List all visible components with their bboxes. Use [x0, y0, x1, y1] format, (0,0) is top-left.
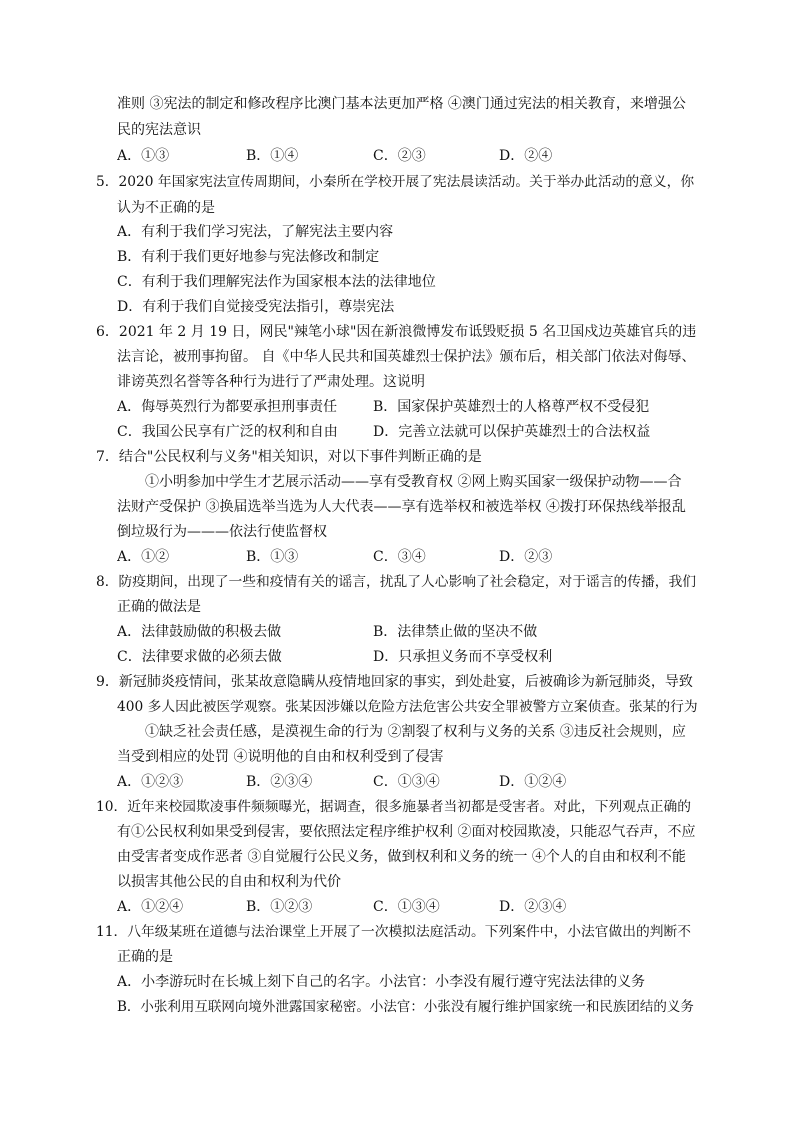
q4-line-2: 民的宪法意识: [117, 122, 201, 138]
q5-option-b: B．有利于我们更好地参与宪法修改和制定: [117, 249, 380, 265]
q4-option-a: A．①③: [117, 148, 170, 164]
q4-option-b: B．①④: [246, 148, 299, 164]
q9-option-c: C．①③④: [373, 774, 440, 790]
q6-option-a: A．侮辱英烈行为都要承担刑事责任: [117, 399, 338, 415]
q10-option-b: B．①②③: [246, 899, 313, 915]
q6-line-1: 6．2021 年 2 月 19 日，网民"辣笔小球"因在新浪微博发布诋毁贬损 5 名卫国戍边英雄官兵的违: [96, 324, 697, 340]
q4-options: [117, 144, 717, 168]
q6-options-row-2: [117, 420, 717, 444]
q9-option-a: A．①②③: [117, 774, 184, 790]
q11-line-1: 11．八年级某班在道德与法治课堂上开展了一次模拟法庭活动。下列案件中，小法官做出的判断不: [96, 924, 691, 940]
q7-line-3: 法财产受保护 ③换届选举当选为人大代表——享有选举权和被选举权 ④拨打环保热线举报乱: [117, 499, 686, 515]
q9-option-b: B．②③④: [246, 774, 313, 790]
q5-line-2: 认为不正确的是: [117, 200, 215, 216]
q4-line-1: 准则 ③宪法的制定和修改程序比澳门基本法更加严格 ④澳门通过宪法的相关教育，来增强公: [117, 96, 686, 112]
q10-options: [117, 895, 717, 919]
q10-line-2: 有①公民权利如果受到侵害，要依照法定程序维护权利 ②面对校园欺凌，只能忍气吞声，不应: [117, 824, 696, 840]
q7-option-c: C．③④: [373, 549, 426, 565]
q9-line-3: ①缺乏社会责任感，是漠视生命的行为 ②割裂了权利与义务的关系 ③违反社会规则，应: [145, 724, 686, 740]
q11-line-2: 正确的是: [117, 949, 173, 965]
q6-line-2: 法言论，被刑事拘留。 自《中华人民共和国英雄烈士保护法》颁布后，相关部门依法对侮辱、: [117, 349, 696, 365]
q8-line-2: 正确的做法是: [117, 599, 201, 615]
q10-line-1: 10．近年来校园欺凌事件频频曝光，据调查，很多施暴者当初都是受害者。对此，下列观点正确的: [96, 799, 691, 815]
q6-option-d: D．完善立法就可以保护英雄烈士的合法权益: [373, 424, 651, 440]
q6-option-c: C．我国公民享有广泛的权利和自由: [117, 424, 338, 440]
q9-options: [117, 770, 717, 794]
q7-line-2: ①小明参加中学生才艺展示活动——享有受教育权 ②网上购买国家一级保护动物——合: [145, 474, 682, 490]
q5-line-1: 5．2020 年国家宪法宣传周期间，小秦所在学校开展了宪法晨读活动。关于举办此活动的意义，你: [96, 174, 695, 190]
q9-line-4: 当受到相应的处罚 ④说明他的自由和权利受到了侵害: [117, 749, 444, 765]
q5-option-d: D．有利于我们自觉接受宪法指引，尊崇宪法: [117, 299, 395, 315]
q7-options: [117, 545, 717, 569]
q5-option-a: A．有利于我们学习宪法，了解宪法主要内容: [117, 224, 394, 240]
q7-line-1: 7．结合"公民权利与义务"相关知识，对以下事件判断正确的是: [96, 449, 482, 465]
q6-option-b: B．国家保护英雄烈士的人格尊严权不受侵犯: [373, 399, 650, 415]
q7-option-b: B．①③: [246, 549, 299, 565]
q10-line-4: 以损害其他公民的自由和权利为代价: [117, 874, 341, 890]
q4-option-c: C．②③: [373, 148, 426, 164]
q7-line-4: 倒垃圾行为———依法行使监督权: [117, 524, 327, 540]
q9-line-1: 9．新冠肺炎疫情间，张某故意隐瞒从疫情地回家的事实，到处赴宴，后被确诊为新冠肺炎，导致: [96, 674, 693, 690]
q8-line-1: 8．防疫期间，出现了一些和疫情有关的谣言，扰乱了人心影响了社会稳定，对于谣言的传播，我们: [96, 574, 697, 590]
q8-option-d: D．只承担义务而不享受权利: [373, 649, 553, 665]
q10-option-d: D．②③④: [499, 899, 567, 915]
q8-option-b: B．法律禁止做的坚决不做: [373, 624, 538, 640]
q10-line-3: 由受害者变成作恶者 ③自觉履行公民义务，做到权利和义务的统一 ④个人的自由和权利不能: [117, 849, 686, 865]
q8-options-row-2: [117, 645, 717, 669]
q8-options-row-1: [117, 620, 717, 644]
q10-option-a: A．①②④: [117, 899, 184, 915]
q10-option-c: C．①③④: [373, 899, 440, 915]
q9-line-2: 400 多人因此被医学观察。张某因涉嫌以危险方法危害公共安全罪被警方立案侦查。张某的行为: [117, 699, 698, 715]
q8-option-c: C．法律要求做的必须去做: [117, 649, 282, 665]
q4-option-d: D．②④: [499, 148, 553, 164]
q7-option-d: D．②③: [499, 549, 553, 565]
q11-option-a: A．小李游玩时在长城上刻下自己的名字。小法官：小李没有履行遵守宪法法律的义务: [117, 974, 646, 990]
q6-options-row-1: [117, 395, 717, 419]
q9-option-d: D．①②④: [499, 774, 567, 790]
q7-option-a: A．①②: [117, 549, 170, 565]
q11-option-b: B．小张利用互联网向境外泄露国家秘密。小法官：小张没有履行维护国家统一和民族团结的义务: [117, 999, 694, 1015]
q5-option-c: C．有利于我们理解宪法作为国家根本法的法律地位: [117, 274, 436, 290]
q6-line-3: 诽谤英烈名誉等各种行为进行了严肃处理。这说明: [117, 374, 425, 390]
q8-option-a: A．法律鼓励做的积极去做: [117, 624, 282, 640]
